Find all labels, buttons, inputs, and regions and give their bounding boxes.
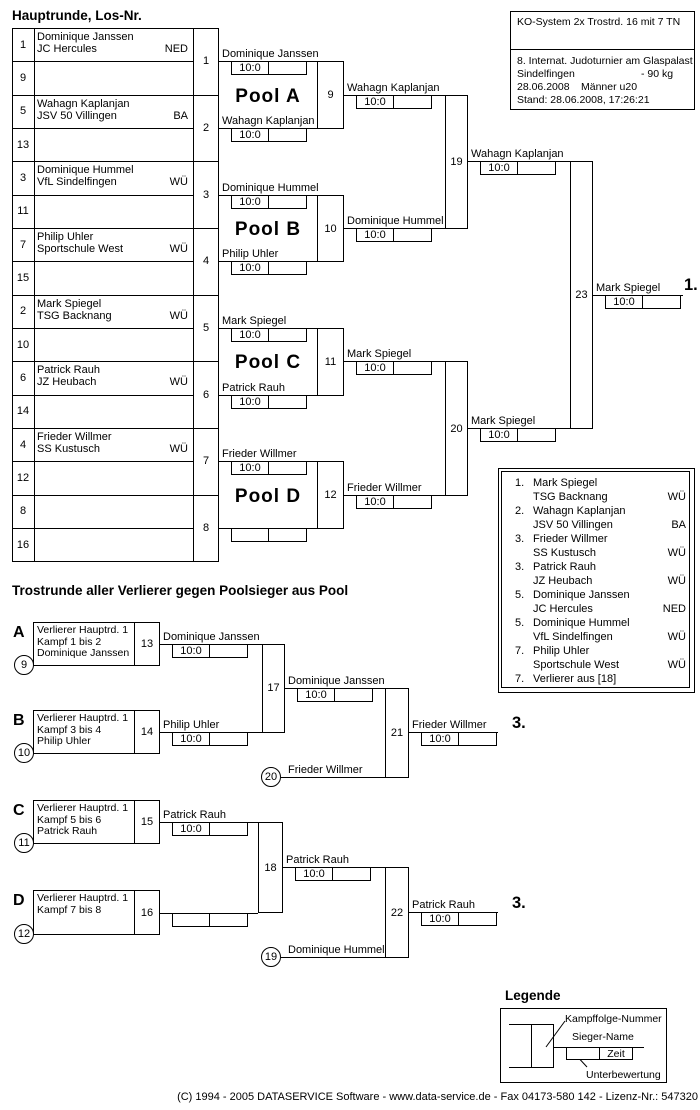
score-value-cell: 10:0 [232, 196, 269, 208]
standing-club: JSV 50 Villingen [533, 519, 613, 531]
score-box [295, 867, 371, 881]
legend-label-match-number: Kampffolge-Nummer [565, 1013, 662, 1025]
bye-name: Frieder Willmer [288, 764, 363, 776]
score-box [231, 128, 307, 142]
table-row-line [12, 61, 193, 62]
los-number: 15 [16, 272, 30, 285]
winner-name: Frieder Willmer [222, 448, 297, 461]
standing-name: Mark Spiegel [533, 477, 598, 489]
bracket-match-number: 8 [202, 522, 210, 535]
loser-source-line: Dominique Janssen [37, 647, 130, 659]
info-divider [511, 49, 694, 50]
standing-rank: 7. [515, 673, 525, 685]
match-number-box: 18 [258, 822, 283, 913]
standing-name: Verlierer aus [18] [533, 673, 617, 685]
los-number: 13 [16, 138, 30, 151]
footer-copyright: (C) 1994 - 2005 DATASERVICE Software - www.data-service.de - Fax 04173-580 142 - Lizenz-Nr.: 547320 [177, 1091, 698, 1103]
match-number-box: 17 [262, 644, 285, 733]
info-date: 28.06.2008 [517, 81, 570, 93]
standing-name: Frieder Willmer [533, 533, 608, 545]
score-box [231, 61, 307, 75]
bye-line [281, 957, 385, 958]
bracket-match-number: 1 [202, 55, 210, 68]
score-value-cell: 10:0 [422, 913, 459, 925]
competitor-club: JC Hercules [37, 43, 97, 55]
score-value-cell: 10:0 [173, 823, 210, 835]
match-number-box: 15 [134, 800, 160, 844]
match-ref-circle: 20 [261, 767, 281, 787]
match-ref-circle: 9 [14, 655, 34, 675]
competitor-club: JZ Heubach [37, 376, 97, 389]
loser-source-line: Verlierer Hauptrd. 1 [37, 624, 129, 636]
winner-name: Philip Uhler [222, 248, 279, 261]
legend-title: Legende [505, 988, 561, 1003]
standing-club: SS Kustusch [533, 547, 596, 559]
los-number: 11 [17, 205, 29, 218]
standing-region: WÜ [667, 491, 686, 503]
standing-region: BA [671, 519, 686, 531]
standing-region: WÜ [667, 631, 686, 643]
winner-name: Mark Spiegel [347, 348, 412, 361]
competitor-name: Wahagn Kaplanjan [37, 97, 130, 110]
standing-rank: 3. [515, 533, 525, 545]
legend-box [500, 1008, 667, 1083]
match-number-box: 23 [570, 161, 593, 429]
competitor-region: WÜ [169, 443, 188, 456]
score-value-cell: 10:0 [357, 96, 394, 108]
loser-source-line: Kampf 3 bis 4 [37, 723, 102, 736]
consolation-title: Trostrunde aller Verlierer gegen Poolsieger aus Pool [12, 583, 349, 598]
score-box [172, 732, 248, 746]
table-row-line [12, 328, 193, 329]
winner-name: Mark Spiegel [471, 415, 536, 428]
winner-name: Frieder Willmer [412, 719, 487, 732]
score-value-cell: 10:0 [298, 689, 335, 701]
standing-name: Dominique Hummel [533, 617, 630, 629]
match-number-box: 10 [317, 195, 344, 263]
match-ref-circle: 11 [14, 833, 34, 853]
table-row-line [12, 195, 193, 196]
competitor-club: Sportschule West [37, 243, 124, 256]
table-row-line [12, 261, 193, 262]
standing-rank: 2. [515, 505, 525, 517]
score-value-cell: 10:0 [606, 296, 643, 308]
score-value-cell: 10:0 [232, 462, 269, 474]
legend-match-box [531, 1024, 554, 1068]
third-place-label: 3. [512, 893, 526, 912]
loser-source-line: Verlierer Hauptrd. 1 [37, 802, 129, 814]
los-number: 14 [16, 405, 30, 418]
pool-label: Pool C [234, 352, 302, 374]
los-number: 9 [19, 71, 27, 84]
competitor-club: JSV 50 Villingen [37, 109, 117, 122]
legend-input-line-top [509, 1024, 531, 1025]
standing-region: WÜ [667, 659, 686, 671]
los-number: 12 [16, 472, 30, 485]
table-row-line [12, 95, 193, 96]
legend-subscore-cell [567, 1048, 600, 1059]
score-box [421, 732, 497, 746]
loser-source-line: Kampf 7 bis 8 [37, 903, 102, 916]
bracket-match-number: 2 [202, 122, 210, 134]
standing-name: Patrick Rauh [533, 561, 596, 573]
legend-input-line-bottom [509, 1067, 531, 1068]
score-value-cell [232, 529, 269, 541]
winner-name: Patrick Rauh [222, 381, 285, 394]
loser-source-line: Verlierer Hauptrd. 1 [37, 892, 129, 904]
score-value-cell: 10:0 [357, 496, 394, 508]
los-number: 3 [19, 172, 27, 184]
score-box [356, 95, 432, 109]
standing-club: VfL Sindelfingen [533, 631, 613, 643]
info-stand: Stand: 28.06.2008, 17:26:21 [517, 94, 650, 106]
table-row-line [12, 295, 193, 296]
first-place-label: 1. [684, 275, 698, 294]
standing-name: Philip Uhler [533, 645, 590, 657]
los-number: 5 [19, 105, 27, 118]
score-box [605, 295, 681, 309]
table-row-line [12, 528, 193, 529]
info-system-line: KO-System 2x Trostrd. 16 mit 7 TN [517, 16, 681, 28]
bracket-match-number: 3 [202, 188, 210, 201]
winner-name: Philip Uhler [163, 719, 220, 731]
winner-name: Patrick Rauh [286, 854, 349, 866]
score-value-cell: 10:0 [357, 362, 394, 374]
score-value-cell: 10:0 [232, 62, 269, 74]
bye-line [281, 777, 385, 778]
winner-name: Dominique Janssen [163, 631, 260, 643]
legend-label-winner-name: Sieger-Name [572, 1031, 634, 1043]
competitor-club: VfL Sindelfingen [37, 176, 117, 189]
score-box [356, 361, 432, 375]
bracket-match-number: 5 [202, 322, 210, 335]
legend-score-box [566, 1047, 633, 1060]
los-number: 7 [19, 238, 27, 251]
score-value-cell: 10:0 [232, 396, 269, 408]
competitor-region: NED [164, 43, 188, 55]
score-box [172, 822, 248, 836]
los-number: 10 [16, 338, 30, 351]
match-ref-circle: 19 [261, 947, 281, 967]
info-city: Sindelfingen [517, 68, 575, 80]
score-value-cell: 10:0 [173, 645, 210, 657]
standing-name: Wahagn Kaplanjan [533, 505, 626, 517]
loser-source-line: Patrick Rauh [37, 825, 98, 837]
info-age-class: Männer u20 [581, 81, 638, 93]
score-box [231, 261, 307, 275]
score-value-cell [173, 914, 210, 926]
standing-region: WÜ [667, 575, 686, 587]
info-box [510, 11, 695, 110]
loser-source-line: Kampf 5 bis 6 [37, 813, 102, 826]
winner-name: Frieder Willmer [347, 481, 422, 494]
competitor-name: Dominique Janssen [37, 31, 134, 43]
match-number-box: 11 [317, 328, 344, 396]
match-number-box: 22 [385, 867, 409, 958]
table-row-line [12, 161, 193, 162]
table-row-line [12, 495, 193, 496]
bracket-match-number: 4 [202, 255, 210, 268]
table-row-line [12, 228, 193, 229]
standing-region: WÜ [667, 547, 686, 559]
score-value-cell: 10:0 [422, 733, 459, 745]
bye-name: Dominique Hummel [288, 944, 385, 956]
score-box [231, 528, 307, 542]
loser-source-line: Kampf 1 bis 2 [37, 635, 102, 648]
los-number: 6 [19, 372, 27, 385]
los-number: 2 [19, 305, 27, 318]
group-letter: B [13, 712, 25, 729]
bracket-match-number: 6 [202, 388, 210, 401]
match-number-box: 12 [317, 461, 344, 529]
score-value-cell: 10:0 [232, 129, 269, 141]
competitor-name: Frieder Willmer [37, 431, 112, 444]
score-box [480, 161, 556, 175]
score-box [231, 395, 307, 409]
score-box [231, 328, 307, 342]
winner-name: Mark Spiegel [596, 281, 661, 294]
los-number: 1 [19, 38, 27, 51]
bracket-match-number: 7 [202, 455, 210, 468]
winner-name: Wahagn Kaplanjan [222, 115, 315, 127]
match-number-box: 14 [134, 710, 160, 754]
winner-name: Dominique Janssen [288, 674, 385, 687]
los-number: 16 [16, 538, 30, 551]
standing-club: Sportschule West [533, 659, 620, 671]
winner-name: Patrick Rauh [163, 809, 226, 821]
standing-rank: 3. [515, 561, 525, 573]
standings-box [498, 468, 695, 693]
winner-name: Dominique Hummel [347, 215, 444, 228]
competitor-region: WÜ [169, 176, 188, 189]
legend-time-cell: Zeit [607, 1047, 625, 1060]
competitor-region: WÜ [169, 376, 188, 389]
group-letter: D [13, 892, 25, 909]
match-number-box: 20 [445, 361, 468, 495]
competitor-name: Dominique Hummel [37, 164, 134, 177]
score-value-cell: 10:0 [357, 229, 394, 241]
score-value-cell: 10:0 [481, 429, 518, 441]
winner-name: Wahagn Kaplanjan [471, 148, 564, 161]
winner-name: Patrick Rauh [412, 899, 475, 911]
score-box [231, 461, 307, 475]
info-weight-class: - 90 kg [641, 68, 674, 80]
info-event-line: 8. Internat. Judoturnier am Glaspalast [517, 55, 693, 67]
standing-name: Dominique Janssen [533, 589, 630, 601]
score-value-cell: 10:0 [232, 329, 269, 341]
match-number-box: 9 [317, 61, 344, 129]
competitor-region: WÜ [169, 309, 188, 322]
standing-rank: 5. [515, 617, 525, 629]
score-box [297, 688, 373, 702]
standing-club: TSG Backnang [533, 491, 608, 503]
pool-label: Pool D [234, 485, 302, 507]
third-place-label: 3. [512, 713, 526, 732]
score-value-cell: 10:0 [481, 162, 518, 174]
standing-region: NED [662, 603, 686, 615]
standing-rank: 7. [515, 645, 525, 657]
los-number: 4 [19, 438, 27, 451]
score-box [172, 913, 248, 927]
match-number-box: 19 [445, 95, 468, 229]
match-ref-circle: 12 [14, 924, 34, 944]
score-value-cell: 10:0 [232, 262, 269, 274]
score-value-cell: 10:0 [173, 733, 210, 745]
score-box [480, 428, 556, 442]
loser-source-line: Verlierer Hauptrd. 1 [37, 712, 129, 724]
competitor-name: Philip Uhler [37, 231, 94, 244]
competitor-name: Mark Spiegel [37, 297, 102, 310]
score-box [356, 228, 432, 242]
score-box [421, 912, 497, 926]
table-row-line [12, 428, 193, 429]
table-row-line [12, 395, 193, 396]
competitor-club: TSG Backnang [37, 309, 112, 322]
winner-name: Dominique Hummel [222, 181, 319, 194]
legend-label-subscore: Unterbewertung [586, 1069, 661, 1081]
pool-label: Pool A [235, 85, 301, 107]
standing-club: JC Hercules [533, 603, 593, 615]
table-row-line [12, 361, 193, 362]
standing-rank: 5. [515, 589, 525, 601]
pool-label: Pool B [234, 219, 302, 241]
group-letter: A [13, 624, 25, 641]
competitor-name: Patrick Rauh [37, 364, 100, 377]
score-value-cell: 10:0 [296, 868, 333, 880]
standing-club: JZ Heubach [533, 575, 593, 587]
match-ref-circle: 10 [14, 743, 34, 763]
standing-rank: 1. [515, 477, 525, 489]
competitor-region: BA [173, 109, 188, 122]
table-row-line [12, 461, 193, 462]
match-number-box: 13 [134, 622, 160, 666]
score-box [356, 495, 432, 509]
competitor-club: SS Kustusch [37, 443, 100, 456]
winner-name: Dominique Janssen [222, 48, 319, 61]
competitor-region: WÜ [169, 243, 188, 256]
score-box [231, 195, 307, 209]
group-letter: C [13, 802, 25, 819]
main-round-title: Hauptrunde, Los-Nr. [12, 8, 142, 23]
match-number-box: 21 [385, 688, 409, 779]
table-row-line [12, 128, 193, 129]
winner-name: Mark Spiegel [222, 315, 287, 328]
match-number-box: 16 [134, 890, 160, 935]
winner-name: Wahagn Kaplanjan [347, 81, 440, 94]
los-number: 8 [19, 505, 27, 518]
loser-source-line: Philip Uhler [37, 735, 91, 747]
score-box [172, 644, 248, 658]
